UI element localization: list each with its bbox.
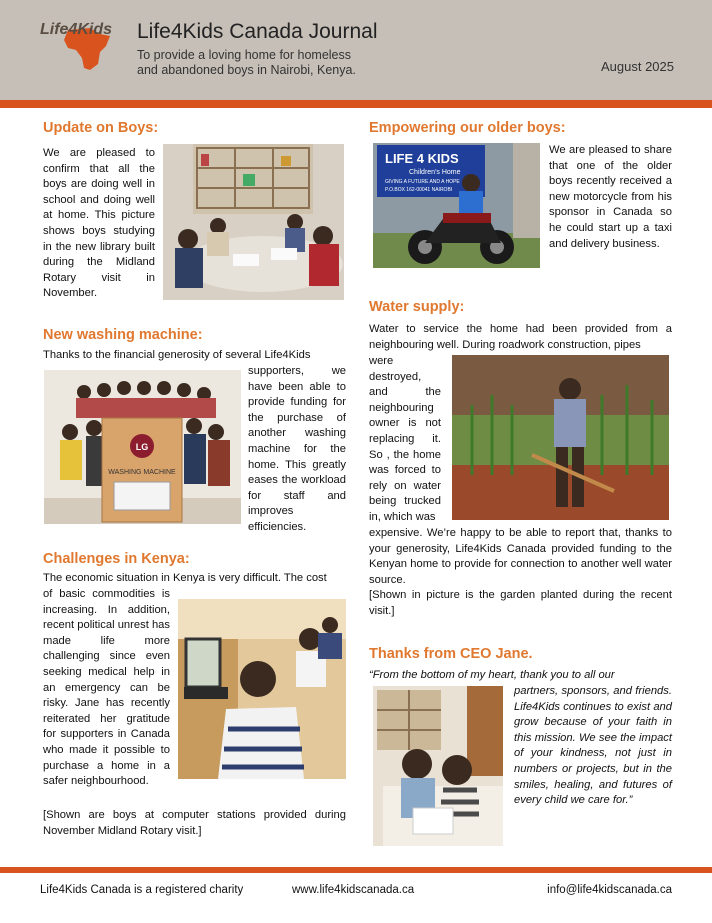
ceo-quote: partners, sponsors, and friends. Life4Kids continues to exist and grow because of your faith in this mission. We see the impact of your kindness, not just in numbers or projects, but in the smiles, healing, and futures of every child we care for.” xyxy=(514,685,672,807)
washing-machine-photo xyxy=(44,370,241,524)
header-divider xyxy=(0,100,712,108)
logo-text: Life4Kids xyxy=(40,21,113,38)
tagline-line-1: To provide a loving home for homeless xyxy=(137,48,352,62)
website-link[interactable]: www.life4kidscanada.ca xyxy=(292,884,415,896)
ceo-heading: Thanks from CEO Jane. xyxy=(369,646,533,662)
boys-text: We are pleased to confirm that all the boys are doing well in school and doing well at home. This picture shows boys studying in the new library built during the Midland Rotary visit in November. xyxy=(43,147,155,300)
water-intro: Water to service the home had been provided from a neighbouring well. During roadwork construction, pipes xyxy=(369,323,672,351)
motorcycle-photo xyxy=(373,143,540,268)
boys-heading: Update on Boys: xyxy=(43,120,159,136)
tagline xyxy=(137,48,417,78)
computer-stations-photo xyxy=(178,599,346,779)
water-heading: Water supply: xyxy=(369,299,465,315)
older-heading: Empowering our older boys: xyxy=(369,120,566,136)
water-text: were destroyed, and the neighbouring owner is not replacing it. So , the home was forced to rely on water being trucked in, which was xyxy=(369,355,441,523)
tagline-line-2: and abandoned boys in Nairobi, Kenya. xyxy=(137,63,356,77)
kenya-text: of basic commodities is increasing. In addition, recent political unrest has made life more challenging since even seeking medical help in an emergency can be risky. Jane has recently reiterated her gratitude for supporters in Canada who made it possible to purchase a home in a safer neighbourhood. xyxy=(43,588,170,788)
reading-boys-photo xyxy=(373,686,503,846)
kenya-intro: The economic situation in Kenya is very difficult. The cost xyxy=(43,572,327,584)
sign-subtitle: Children's Home xyxy=(409,169,461,176)
washer-heading: New washing machine: xyxy=(43,327,203,343)
kenya-caption: [Shown are boys at computer stations provided during November Midland Rotary visit.] xyxy=(43,809,346,837)
water-text-continued: expensive. We’re happy to be able to report that, thanks to your generosity, Life4Kids Canada provided funding to the Kenyan home to provide for connection to another well water source. xyxy=(369,527,672,586)
washer-text: supporters, we have been able to provide funding for the purchase of another washing machine for the home. This greatly eases the workload for staff and improves efficiencies. xyxy=(248,365,346,533)
garden-photo xyxy=(452,355,669,520)
issue-date: August 2025 xyxy=(600,59,674,74)
footer-divider xyxy=(0,867,712,873)
kenya-heading: Challenges in Kenya: xyxy=(43,551,190,567)
washer-intro: Thanks to the financial generosity of several Life4Kids xyxy=(43,349,311,361)
box-brand: LG xyxy=(135,442,149,452)
older-text: We are pleased to share that one of the older boys recently received a new motorcycle from his sponsor in Canada so he could start up a taxi and delivery business. xyxy=(549,144,672,250)
journal-title: Life4Kids Canada Journal xyxy=(137,20,378,43)
email-link[interactable]: info@life4kidscanada.ca xyxy=(547,884,672,896)
sign-address: P.O.BOX 162-00041 NAIROBI xyxy=(385,187,453,193)
sign-title: LIFE 4 KIDS xyxy=(385,151,459,166)
box-label: WASHING MACHINE xyxy=(108,469,176,476)
water-caption: [Shown in picture is the garden planted during the recent visit.] xyxy=(369,589,672,617)
ceo-intro: “From the bottom of my heart, thank you to all our xyxy=(369,669,615,681)
sign-slogan: GIVING A FUTURE AND A HOPE xyxy=(385,179,460,185)
library-photo xyxy=(163,144,344,300)
life4kids-logo xyxy=(38,12,130,74)
charity-statement: Life4Kids Canada is a registered charity xyxy=(40,884,244,896)
